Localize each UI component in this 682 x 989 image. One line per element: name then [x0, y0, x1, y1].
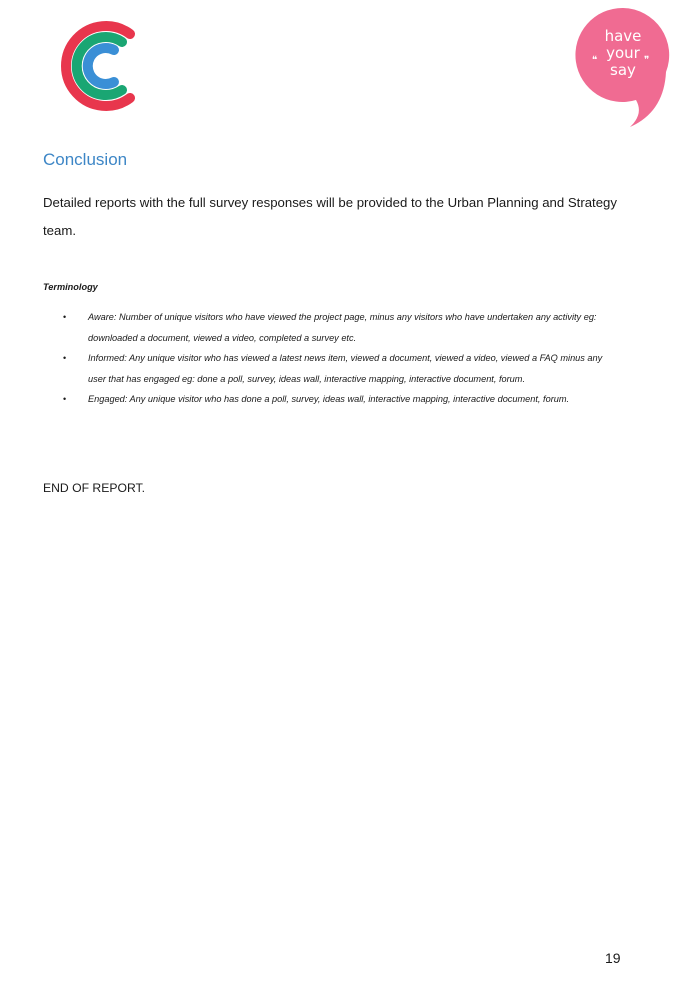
term-engaged: Engaged: Any unique visitor who has done a poll, survey, ideas wall, interactive mapping, interactive document, forum. — [88, 394, 570, 404]
concentric-c-logo-icon — [50, 17, 138, 115]
end-of-report: END OF REPORT. — [43, 481, 146, 495]
bullet-icon: • — [63, 312, 67, 322]
logo-text-say: say — [610, 61, 636, 79]
logo-text-have: have — [604, 27, 642, 45]
speech-bubble-logo-icon — [574, 6, 672, 128]
page-number: 19 — [605, 950, 621, 966]
conclusion-paragraph: Detailed reports with the full survey responses will be provided to the Urban Planning and Strategy team. — [43, 195, 617, 238]
bullet-icon: • — [63, 353, 67, 363]
terminology-title: Terminology — [43, 282, 98, 292]
list-item — [0, 348, 610, 389]
svg-text:❞: ❞ — [644, 55, 650, 66]
bullet-icon: • — [63, 394, 67, 404]
svg-text:❝: ❝ — [592, 55, 598, 66]
term-informed: Informed: Any unique visitor who has viewed a latest news item, viewed a document, viewed a video, viewed a FAQ minus any user that has engaged eg: done a poll, survey, ideas wall, interactive mapping, interactive document, forum. — [88, 353, 603, 384]
term-aware: Aware: Number of unique visitors who have viewed the project page, minus any visitors who have undertaken any activity eg: downloaded a document, viewed a video, completed a survey etc. — [88, 312, 597, 343]
list-item — [0, 307, 610, 348]
terminology-list — [0, 307, 682, 410]
logo-text-your: your — [606, 44, 640, 62]
list-item — [0, 389, 610, 410]
page-title: Conclusion — [43, 150, 128, 169]
